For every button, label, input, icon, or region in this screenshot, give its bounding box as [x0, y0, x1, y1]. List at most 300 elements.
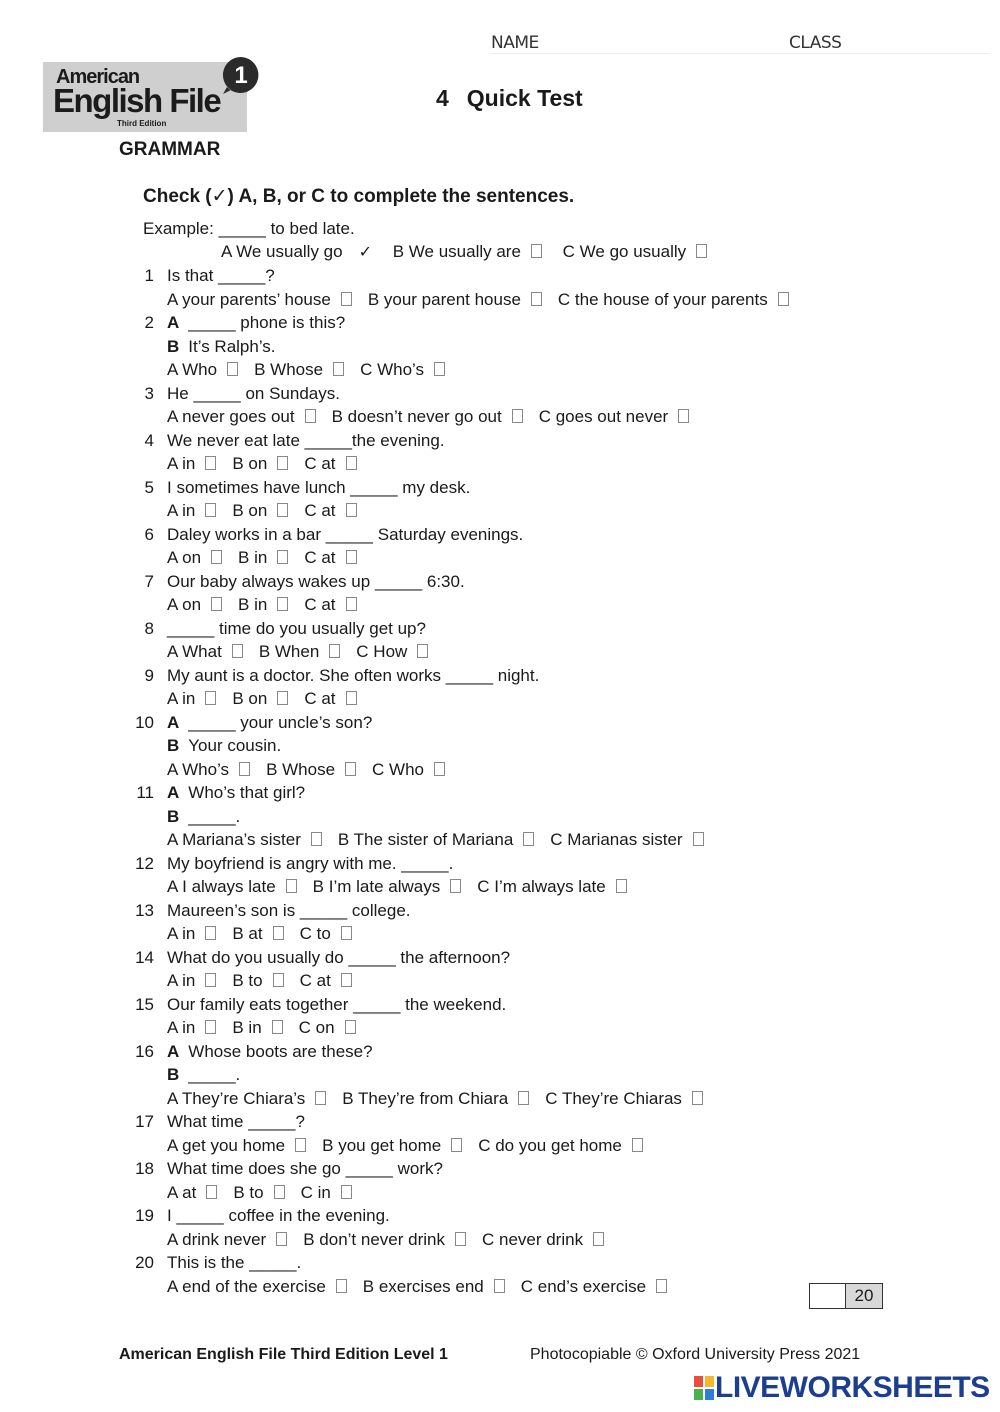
example-options	[221, 241, 723, 263]
answer-checkbox[interactable]	[434, 762, 445, 776]
answer-option[interactable]	[167, 594, 222, 616]
question-line: Our family eats together _____ the weekend.	[167, 994, 507, 1014]
answer-option[interactable]	[539, 406, 689, 428]
answer-option[interactable]	[167, 641, 243, 663]
answer-checkbox[interactable]	[778, 292, 789, 306]
example-prompt: Example: _____ to bed late.	[143, 219, 355, 238]
answer-option-label: C do you get home	[478, 1135, 622, 1155]
answer-option[interactable]	[238, 547, 288, 569]
answer-option-label: A never goes out	[167, 407, 295, 426]
answer-checkbox[interactable]	[656, 1279, 667, 1293]
answer-option-label: B They’re from Chiara	[342, 1088, 509, 1108]
answer-checkbox[interactable]	[205, 1020, 216, 1034]
question-text	[167, 336, 276, 358]
answer-option-label: A end of the exercise	[167, 1276, 326, 1296]
answer-option[interactable]	[558, 289, 789, 311]
answer-option[interactable]	[304, 547, 356, 569]
question-text	[167, 853, 453, 875]
question-line: What time _____?	[167, 1112, 305, 1131]
question-line: Your cousin.	[188, 736, 282, 755]
question-line: _____.	[188, 806, 241, 826]
answer-option[interactable]	[356, 641, 428, 663]
answer-options	[167, 759, 461, 781]
answer-checkbox[interactable]	[341, 973, 352, 987]
question-number: 8	[144, 618, 154, 638]
question-line: What do you usually do _____ the afternoon?	[167, 947, 511, 967]
answer-option-label: A drink never	[167, 1229, 267, 1249]
answer-options	[167, 359, 461, 381]
answer-option[interactable]	[338, 829, 534, 851]
answer-option[interactable]	[303, 1229, 466, 1251]
answer-checkbox[interactable]	[286, 879, 297, 893]
answer-options	[167, 547, 373, 569]
answer-option-label: C at	[304, 501, 336, 520]
answer-checkbox[interactable]	[272, 1020, 283, 1034]
answer-option[interactable]	[167, 500, 216, 522]
answer-checkbox[interactable]	[211, 550, 222, 564]
answer-option[interactable]	[478, 1135, 643, 1157]
answer-checkbox[interactable]	[512, 409, 523, 423]
answer-option-label: A your parents’ house	[167, 289, 331, 309]
answer-option[interactable]	[313, 876, 462, 898]
level-badge-number: 1	[234, 62, 248, 89]
answer-option[interactable]	[304, 594, 356, 616]
question-line: Is that _____?	[167, 266, 275, 285]
answer-option-label: B in	[238, 595, 268, 614]
question-number: 6	[144, 524, 154, 544]
answer-option-label: B doesn’t never go out	[331, 407, 502, 426]
question-line: Maureen’s son is _____ college.	[167, 900, 411, 920]
answer-options	[167, 688, 373, 710]
question-number: 19	[135, 1206, 154, 1225]
question-number: 5	[144, 477, 154, 497]
example-option-a: A We usually go ✓	[221, 242, 372, 261]
answer-options	[167, 641, 444, 663]
question-text	[167, 1205, 390, 1227]
answer-checkbox[interactable]	[693, 832, 704, 846]
question-number: 2	[144, 313, 154, 332]
answer-option-label: C Who	[372, 759, 425, 779]
answer-option[interactable]	[259, 641, 340, 663]
answer-checkbox[interactable]	[277, 597, 288, 611]
answer-checkbox[interactable]	[616, 879, 627, 893]
answer-option-label: C at	[304, 454, 336, 473]
answer-option[interactable]	[550, 829, 703, 851]
question-text	[167, 265, 275, 287]
answer-checkbox[interactable]	[434, 362, 445, 376]
instructions: Check (✓) A, B, or C to complete the sentences.	[143, 186, 575, 207]
question-number: 4	[144, 430, 154, 450]
answer-option[interactable]	[521, 1276, 667, 1298]
answer-option-label: C Marianas sister	[550, 830, 683, 849]
question-line: Whose boots are these?	[188, 1041, 373, 1061]
liveworksheets-text: LIVEWORKSHEETS	[715, 1371, 990, 1404]
section-heading: GRAMMAR	[119, 139, 221, 160]
answer-option-label: C I’m always late	[477, 877, 606, 896]
answer-option[interactable]	[477, 876, 626, 898]
american-english-file-logo	[43, 62, 247, 132]
answer-checkbox[interactable]	[341, 292, 352, 306]
answer-options	[167, 500, 373, 522]
answer-option-label: A on	[167, 595, 202, 614]
answer-checkbox[interactable]	[274, 1185, 285, 1199]
example-option-c: C We go usually	[563, 241, 707, 263]
answer-option-label: A in	[167, 501, 196, 520]
answer-checkbox[interactable]	[273, 973, 284, 987]
answer-checkbox[interactable]	[346, 691, 357, 705]
answer-option[interactable]	[368, 289, 542, 311]
question-text	[167, 1158, 443, 1180]
answer-option-label: B on	[232, 501, 268, 520]
answer-option-label: B you get home	[322, 1135, 442, 1155]
answer-option[interactable]	[167, 876, 297, 898]
answer-option[interactable]	[266, 759, 356, 781]
answer-checkbox[interactable]	[345, 1020, 356, 1034]
answer-option[interactable]	[232, 1017, 282, 1039]
question-text	[167, 571, 465, 593]
answer-option-label: B in	[238, 548, 268, 567]
answer-checkbox[interactable]	[341, 1185, 352, 1199]
answer-option-label: B Whose	[254, 360, 324, 379]
answer-option[interactable]	[332, 406, 523, 428]
answer-checkbox[interactable]	[206, 1185, 217, 1199]
answer-option-label: A Mariana’s sister	[167, 830, 301, 849]
answer-checkbox[interactable]	[455, 1232, 466, 1246]
answer-option[interactable]	[342, 1088, 529, 1110]
answer-checkbox[interactable]	[273, 926, 284, 940]
answer-checkbox[interactable]	[277, 456, 288, 470]
answer-option[interactable]	[232, 453, 288, 475]
name-label: NAME	[491, 33, 539, 53]
question-text	[167, 712, 372, 734]
question-line: Our baby always wakes up _____ 6:30.	[167, 571, 465, 591]
answer-option-label: A Who	[167, 360, 218, 379]
answer-checkbox[interactable]	[276, 1232, 287, 1246]
answer-option-label: B to	[233, 1182, 264, 1202]
answer-option[interactable]	[167, 688, 216, 710]
answer-options	[167, 1182, 368, 1204]
answer-option-label: A on	[167, 548, 202, 567]
liveworksheets-logo-icon	[693, 1375, 715, 1401]
question-number: 15	[135, 994, 154, 1014]
answer-option[interactable]	[167, 759, 250, 781]
answer-checkbox[interactable]	[305, 409, 316, 423]
answer-checkbox[interactable]	[494, 1279, 505, 1293]
question-line: My boyfriend is angry with me. _____.	[167, 853, 454, 873]
question-text	[167, 430, 445, 452]
answer-option[interactable]	[360, 359, 445, 381]
answer-option[interactable]	[167, 453, 216, 475]
answer-options	[167, 406, 705, 428]
question-line: _____ time do you usually get up?	[167, 618, 426, 638]
answer-option[interactable]	[232, 923, 283, 945]
answer-checkbox[interactable]	[451, 1138, 462, 1152]
answer-option[interactable]	[482, 1229, 604, 1251]
speaker-label: A	[167, 1041, 180, 1061]
answer-option-label: A in	[167, 924, 196, 943]
question-text	[167, 665, 539, 687]
answer-option[interactable]	[167, 1135, 306, 1157]
answer-option-label: A at	[167, 1182, 197, 1202]
question-number: 14	[135, 947, 154, 967]
answer-option-label: A in	[167, 454, 196, 473]
question-line: It’s Ralph’s.	[188, 336, 276, 356]
question-line: What time does she go _____ work?	[167, 1159, 443, 1178]
question-text	[167, 524, 523, 546]
answer-option-label: C at	[304, 595, 336, 614]
answer-checkbox[interactable]	[205, 926, 216, 940]
answer-option-label: C They’re Chiaras	[545, 1088, 682, 1108]
question-text	[167, 735, 281, 757]
answer-option[interactable]	[299, 1017, 356, 1039]
question-number: 7	[144, 571, 154, 591]
answer-options	[167, 923, 368, 945]
answer-option-label: B to	[232, 971, 263, 990]
question-text	[167, 312, 345, 334]
answer-checkbox[interactable]	[227, 362, 238, 376]
answer-checkbox[interactable]	[345, 762, 356, 776]
answer-options	[167, 1088, 719, 1110]
answer-options	[167, 453, 373, 475]
question-line: I sometimes have lunch _____ my desk.	[167, 477, 471, 497]
answer-option-label: B Whose	[266, 759, 336, 779]
answer-option[interactable]	[167, 970, 216, 992]
answer-option-label: C on	[298, 1018, 335, 1037]
answer-option-label: C goes out never	[538, 407, 669, 426]
footer-copyright: Photocopiable © Oxford University Press 2021	[530, 1346, 861, 1363]
answer-option-label: C at	[304, 689, 336, 708]
answer-option[interactable]	[167, 359, 238, 381]
page-title	[436, 85, 583, 112]
question-text	[167, 1111, 305, 1133]
answer-option[interactable]	[167, 547, 222, 569]
answer-options	[167, 1017, 372, 1039]
answer-option-label: B I’m late always	[312, 877, 441, 896]
answer-checkbox[interactable]	[346, 550, 357, 564]
answer-option[interactable]	[167, 1229, 287, 1251]
checkbox	[531, 244, 542, 258]
question-text	[167, 477, 470, 499]
answer-options	[167, 1135, 659, 1157]
answer-checkbox[interactable]	[531, 292, 542, 306]
answer-option[interactable]	[545, 1088, 703, 1110]
answer-option[interactable]	[363, 1276, 505, 1298]
answer-option-label: B on	[232, 689, 268, 708]
answer-option-label: A get you home	[167, 1135, 286, 1155]
answer-checkbox[interactable]	[311, 832, 322, 846]
question-text	[167, 900, 411, 922]
answer-option-label: B on	[232, 454, 268, 473]
question-line: _____.	[188, 1065, 241, 1084]
question-text	[167, 383, 340, 405]
test-number: 4	[436, 85, 449, 111]
answer-option[interactable]	[254, 359, 344, 381]
answer-checkbox[interactable]	[232, 644, 243, 658]
question-line: Daley works in a bar _____ Saturday evenings.	[167, 524, 524, 544]
answer-option[interactable]	[167, 289, 352, 311]
check-mark-icon: ✓	[358, 242, 372, 261]
logo-line2: English File	[53, 82, 221, 119]
answer-checkbox[interactable]	[205, 973, 216, 987]
answer-option[interactable]	[167, 1088, 326, 1110]
answer-option[interactable]	[322, 1135, 462, 1157]
question-text	[167, 947, 510, 969]
answer-checkbox[interactable]	[205, 503, 216, 517]
question-text	[167, 1041, 373, 1063]
answer-checkbox[interactable]	[518, 1091, 529, 1105]
answer-option[interactable]	[238, 594, 288, 616]
example-option-b: B We usually are	[393, 241, 542, 263]
question-text	[167, 1064, 240, 1086]
answer-option[interactable]	[167, 1276, 347, 1298]
answer-checkbox[interactable]	[593, 1232, 604, 1246]
speaker-label: B	[167, 806, 180, 826]
answer-option-label: C Who’s	[360, 360, 425, 379]
answer-option[interactable]	[304, 453, 356, 475]
question-line: My aunt is a doctor. She often works _____ night.	[167, 665, 540, 685]
answer-option[interactable]	[304, 500, 356, 522]
answer-options	[167, 970, 368, 992]
answer-checkbox[interactable]	[341, 926, 352, 940]
question-line: This is the _____.	[167, 1253, 302, 1272]
answer-option-label: C How	[356, 642, 408, 661]
answer-checkbox[interactable]	[678, 409, 689, 423]
answer-checkbox[interactable]	[333, 362, 344, 376]
answer-option-label: C at	[304, 548, 336, 567]
answer-options	[167, 289, 805, 311]
answer-option-label: A They’re Chiara’s	[167, 1088, 306, 1108]
question-number: 11	[136, 783, 154, 802]
answer-option-label: C end’s exercise	[520, 1276, 647, 1296]
logo-line1: American	[56, 66, 140, 88]
answer-option-label: B don’t never drink	[303, 1229, 445, 1249]
answer-options	[167, 829, 720, 851]
answer-checkbox[interactable]	[205, 456, 216, 470]
answer-options	[167, 594, 373, 616]
answer-checkbox[interactable]	[346, 597, 357, 611]
score-max: 20	[846, 1284, 882, 1308]
answer-option-label: A I always late	[167, 877, 276, 896]
answer-option[interactable]	[167, 1182, 217, 1204]
answer-options	[167, 876, 643, 898]
question-number: 13	[135, 900, 154, 920]
answer-option[interactable]	[232, 970, 283, 992]
answer-checkbox[interactable]	[417, 644, 428, 658]
answer-checkbox[interactable]	[692, 1091, 703, 1105]
answer-option[interactable]	[167, 923, 216, 945]
speaker-label: B	[167, 736, 180, 755]
answer-option[interactable]	[300, 970, 352, 992]
answer-checkbox[interactable]	[450, 879, 461, 893]
answer-checkbox[interactable]	[211, 597, 222, 611]
question-number: 16	[135, 1041, 154, 1061]
answer-checkbox[interactable]	[295, 1138, 306, 1152]
question-line: _____ your uncle’s son?	[188, 712, 373, 732]
question-number: 9	[144, 665, 154, 685]
answer-option-label: B When	[258, 642, 320, 661]
speaker-label: B	[167, 1065, 180, 1084]
speaker-label: A	[167, 783, 180, 802]
answer-option-label: B at	[232, 924, 263, 943]
answer-checkbox[interactable]	[277, 550, 288, 564]
question-text	[167, 1252, 301, 1274]
answer-option-label: A in	[167, 689, 196, 708]
answer-option[interactable]	[167, 406, 316, 428]
speaker-label: A	[167, 712, 180, 732]
answer-option[interactable]	[232, 500, 288, 522]
answer-checkbox[interactable]	[329, 644, 340, 658]
answer-option-label: B in	[232, 1018, 262, 1037]
answer-option[interactable]	[167, 829, 322, 851]
test-title: Quick Test	[466, 85, 583, 111]
class-label: CLASS	[789, 33, 842, 53]
answer-option-label: A Who’s	[167, 759, 230, 779]
answer-checkbox[interactable]	[277, 503, 288, 517]
question-number: 12	[135, 853, 154, 873]
question-text	[167, 994, 506, 1016]
answer-checkbox[interactable]	[315, 1091, 326, 1105]
answer-checkbox[interactable]	[336, 1279, 347, 1293]
level-badge-icon	[221, 55, 261, 95]
answer-option-label: C the house of your parents	[557, 289, 768, 309]
logo-line3: Third Edition	[117, 119, 167, 128]
answer-checkbox[interactable]	[239, 762, 250, 776]
question-line: _____ phone is this?	[188, 313, 346, 332]
answer-options	[167, 1276, 683, 1298]
answer-option-label: B The sister of Mariana	[337, 830, 514, 849]
footer-book-title: American English File Third Edition Level 1	[119, 1346, 448, 1363]
answer-option-label: C never drink	[481, 1229, 584, 1249]
question-text	[167, 782, 305, 804]
answer-checkbox[interactable]	[523, 832, 534, 846]
answer-option[interactable]	[372, 759, 445, 781]
score-box	[809, 1283, 883, 1309]
question-line: He _____ on Sundays.	[167, 383, 340, 403]
answer-checkbox[interactable]	[205, 691, 216, 705]
answer-option-label: B exercises end	[362, 1276, 484, 1296]
answer-option[interactable]	[232, 688, 288, 710]
question-number: 3	[144, 383, 154, 403]
answer-option-label: C at	[299, 971, 331, 990]
answer-option-label: A in	[167, 1018, 196, 1037]
question-line: Who’s that girl?	[188, 783, 306, 802]
question-text	[167, 618, 426, 640]
answer-options	[167, 1229, 620, 1251]
answer-checkbox[interactable]	[632, 1138, 643, 1152]
answer-option[interactable]	[300, 923, 352, 945]
question-number: 20	[135, 1253, 154, 1272]
question-number: 10	[135, 712, 154, 732]
answer-option[interactable]	[233, 1182, 284, 1204]
answer-option[interactable]	[301, 1182, 352, 1204]
answer-checkbox[interactable]	[277, 691, 288, 705]
answer-option-label: A in	[167, 971, 196, 990]
answer-checkbox[interactable]	[346, 456, 357, 470]
answer-checkbox[interactable]	[346, 503, 357, 517]
question-number: 1	[144, 266, 154, 285]
answer-option[interactable]	[304, 688, 356, 710]
question-number: 18	[135, 1159, 154, 1178]
answer-option-label: C in	[300, 1182, 331, 1202]
answer-option[interactable]	[167, 1017, 216, 1039]
header-rule	[490, 53, 990, 54]
answer-option-label: B your parent house	[367, 289, 521, 309]
speaker-label: A	[167, 313, 180, 332]
question-number: 17	[135, 1112, 154, 1131]
checkbox	[696, 244, 707, 258]
speaker-label: B	[167, 336, 180, 356]
question-line: We never eat late _____the evening.	[167, 430, 445, 450]
